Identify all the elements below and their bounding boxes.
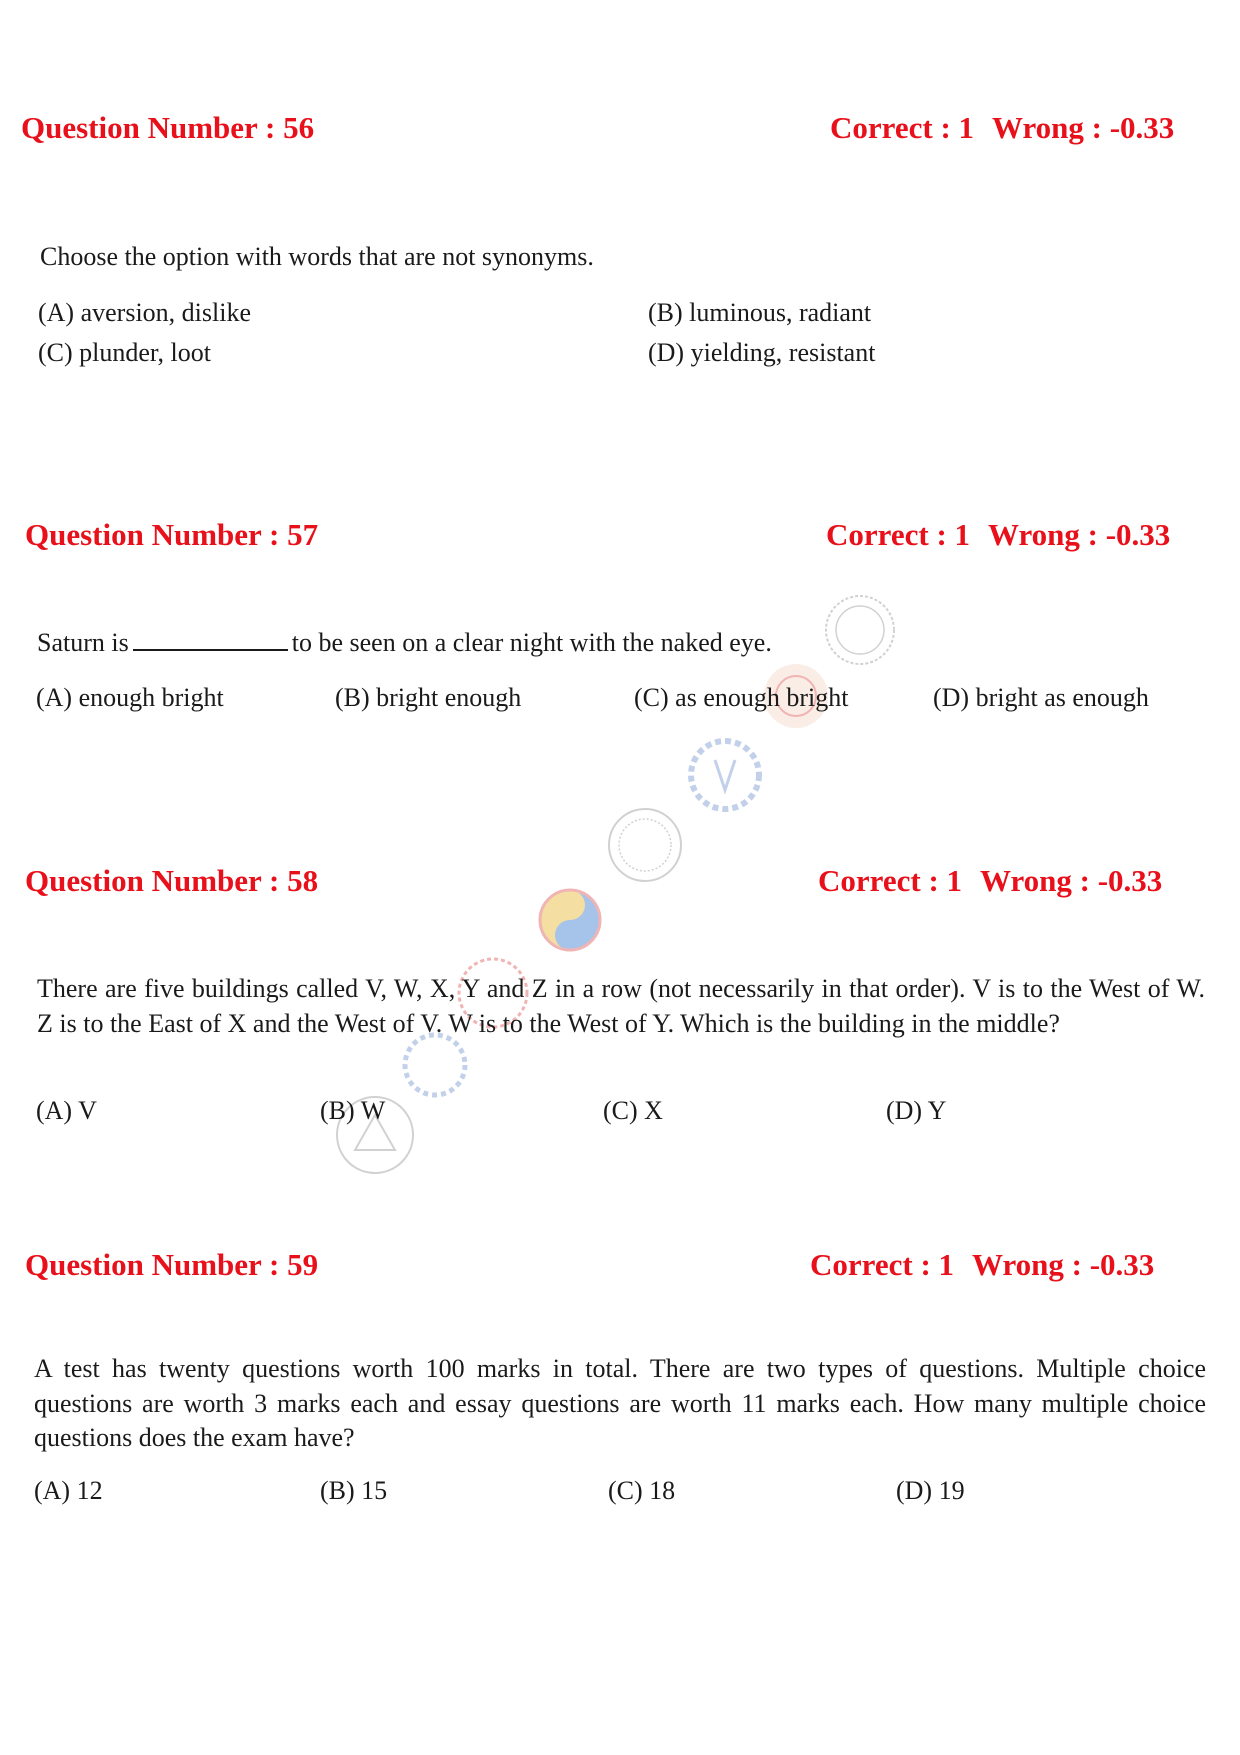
- question-number: Question Number : 56: [21, 110, 315, 145]
- option-c[interactable]: (C) X: [603, 1096, 663, 1125]
- wrong-marks: Wrong : -0.33: [988, 517, 1171, 552]
- option-d[interactable]: (D) bright as enough: [933, 683, 1149, 712]
- marking-scheme: [830, 110, 1174, 146]
- gear-watermark-icon: [680, 730, 770, 820]
- wrong-marks: Wrong : -0.33: [992, 110, 1175, 145]
- question-text: There are five buildings called V, W, X, Y and Z in a row (not necessarily in that order). V is to the West of W. Z is to the East of X and the West of V. W is to the West of Y. Which is the building in the middle?: [37, 974, 1205, 1038]
- question-text-end: to be seen on a clear night with the naked eye.: [291, 628, 772, 657]
- question-header: [0, 517, 1240, 557]
- marking-scheme: [826, 517, 1170, 553]
- option-d[interactable]: (D) 19: [896, 1476, 965, 1505]
- option-c[interactable]: (C) plunder, loot: [38, 338, 211, 367]
- question-text: Choose the option with words that are not synonyms.: [40, 242, 594, 271]
- marking-scheme: [818, 863, 1162, 899]
- wrong-marks: Wrong : -0.33: [980, 863, 1163, 898]
- marking-scheme: [810, 1247, 1154, 1283]
- correct-marks: Correct : 1: [830, 110, 975, 145]
- question-header: [0, 110, 1240, 150]
- question-text: A test has twenty questions worth 100 marks in total. There are two types of questions. Multiple choice questions are worth 3 marks each and essay questions are worth 11 marks each. How many multiple choice questions does the exam have?: [34, 1354, 1206, 1452]
- correct-marks: Correct : 1: [818, 863, 963, 898]
- question-number: Question Number : 59: [25, 1247, 319, 1282]
- correct-marks: Correct : 1: [826, 517, 971, 552]
- option-d[interactable]: (D) Y: [886, 1096, 947, 1125]
- option-c[interactable]: (C) 18: [608, 1476, 676, 1505]
- option-b[interactable]: (B) luminous, radiant: [648, 298, 872, 327]
- question-header: [0, 1247, 1240, 1287]
- correct-marks: Correct : 1: [810, 1247, 955, 1282]
- question-number: Question Number : 57: [25, 517, 319, 552]
- option-a[interactable]: (A) aversion, dislike: [38, 298, 252, 327]
- question-number: Question Number : 58: [25, 863, 319, 898]
- option-b[interactable]: (B) bright enough: [335, 683, 522, 712]
- option-c[interactable]: (C) as enough bright: [634, 683, 849, 712]
- question-text: [37, 625, 1197, 661]
- option-a[interactable]: (A) V: [36, 1096, 97, 1125]
- option-b[interactable]: (B) W: [320, 1096, 386, 1125]
- option-a[interactable]: (A) 12: [34, 1476, 103, 1505]
- option-d[interactable]: (D) yielding, resistant: [648, 338, 876, 367]
- fill-in-blank: [133, 625, 288, 651]
- question-text-start: Saturn is: [37, 628, 129, 657]
- question-header: [0, 863, 1240, 903]
- wrong-marks: Wrong : -0.33: [972, 1247, 1155, 1282]
- option-a[interactable]: (A) enough bright: [36, 683, 224, 712]
- option-b[interactable]: (B) 15: [320, 1476, 388, 1505]
